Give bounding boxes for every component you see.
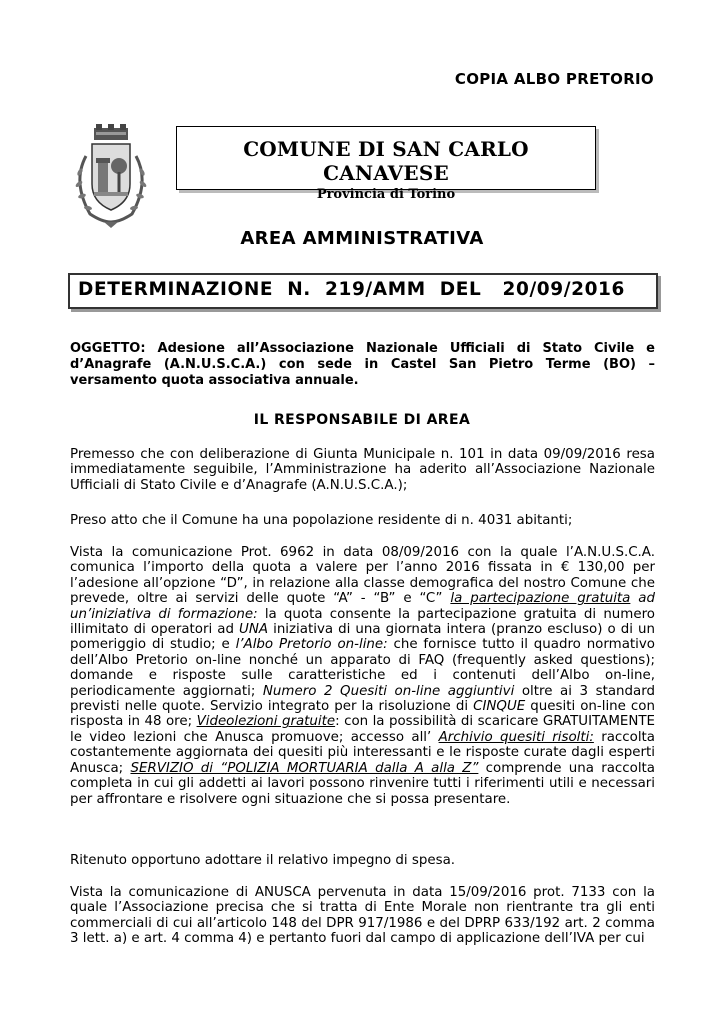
text-run-italic: Numero 2 Quesiti on-line aggiuntivi — [262, 683, 515, 699]
responsabile-heading: IL RESPONSABILE DI AREA — [253, 412, 471, 428]
text-run-italic: l’Albo Pretorio on-line: — [235, 637, 388, 653]
ritenuto-paragraph: Ritenuto opportuno adottare il relativo impegno di spesa. — [70, 853, 456, 868]
vista-comunicazione-paragraph — [70, 545, 655, 807]
oggetto-paragraph: OGGETTO: Adesione all’Associazione Nazionale Ufficiali di Stato Civile e d’Anagrafe (A.N.U.S.C.A.) con sede in Castel San Pietro Terme (BO) – versamento quota associativa annuale. — [70, 341, 655, 388]
area-title: AREA AMMINISTRATIVA — [240, 228, 484, 249]
text-run: oltre ai 3 standard previsti nelle quote. Servizio integrato per la risoluzione di — [70, 683, 656, 715]
text-run-italic: CINQUE — [473, 699, 526, 715]
text-run-underlined: Videolezioni gratuite — [196, 714, 336, 730]
municipal-crest-icon — [66, 122, 156, 230]
text-run: la quota consente la partecipazione gratuita di numero illimitato di operatori ad — [70, 606, 655, 638]
premesso-paragraph: Premesso che con deliberazione di Giunta Municipale n. 101 in data 09/09/2016 resa immediatamente seguibile, l’Amministrazione ha aderito all’Associazione Nazionale Ufficiali di Stato Civile e d’Anagrafe (A.N.U.S.C.A.); — [70, 447, 655, 493]
text-run: Vista la comunicazione Prot. 6962 in data 08/09/2016 con la quale l’A.N.U.S.C.A. comunica l’importo della quota a valere per l’anno 2016 fissata in € 130,00 per l’adesione all’opzione “D”, in relazione alla classe demografica del nostro Comune che prevede, oltre ai servizi delle quote “A” - “B” e “C” — [70, 545, 655, 607]
text-run-underlined: Archivio quesiti risolti: — [438, 729, 594, 745]
text-run-italic: UNA — [239, 622, 269, 638]
text-run: quesiti on-line con risposta in 48 ore; — [70, 699, 655, 730]
preso-atto-paragraph: Preso atto che il Comune ha una popolazione residente di n. 4031 abitanti; — [70, 513, 573, 528]
copia-albo-label: COPIA ALBO PRETORIO — [454, 70, 654, 88]
comune-name: COMUNE DI SAN CARLO CANAVESE — [243, 137, 529, 185]
text-run: : con la possibilità di scaricare GRATUITAMENTE le video lezioni che Anusca promuove; accesso all’ — [70, 714, 655, 745]
vista-anusca-paragraph: Vista la comunicazione di ANUSCA pervenuta in data 15/09/2016 prot. 7133 con la quale l’Associazione precisa che si tratta di Ente Morale non rientrante tra gli enti commerciali di cui all’articolo 148 del DPR 917/1986 e del DPRP 633/192 art. 2 comma 3 lett. a) e art. 4 comma 4) e pertanto fuori dal campo di applicazione dell’IVA per cui — [70, 885, 655, 947]
comune-header-box — [176, 126, 596, 202]
determinazione-box — [68, 273, 658, 309]
text-run: raccolta costantemente aggiornata dei quesiti più interessanti e le risposte curate dagli esperti Anusca; — [70, 729, 656, 776]
text-run: che fornisce tutto il quadro normativo dell’Albo Pretorio on-line nonché un apparato di FAQ (frequently asked questions); domande e risposte sulle caratteristiche ed i contenuti dell’Albo on-line, periodicamente aggiornati; — [70, 637, 655, 699]
determinazione-title: DETERMINAZIONE N. 219/AMM DEL 20/09/2016 — [78, 279, 625, 300]
text-run-underlined: la partecipazione gratuita — [450, 591, 631, 607]
provincia-label: Provincia di Torino — [316, 187, 456, 202]
text-run-underlined: SERVIZIO di “POLIZIA MORTUARIA dalla A alla Z” — [130, 760, 479, 776]
text-run-italic: ad un’iniziativa di formazione: — [70, 591, 655, 622]
text-run: comprende una raccolta completa in cui gli addetti ai lavori possono rinvenire tutti i riferimenti utili e necessari per affrontare e risolvere ogni situazione che si possa presentare. — [70, 760, 655, 807]
text-run: iniziativa di una giornata intera (pranzo escluso) o di un pomeriggio di studio; e — [70, 622, 655, 653]
